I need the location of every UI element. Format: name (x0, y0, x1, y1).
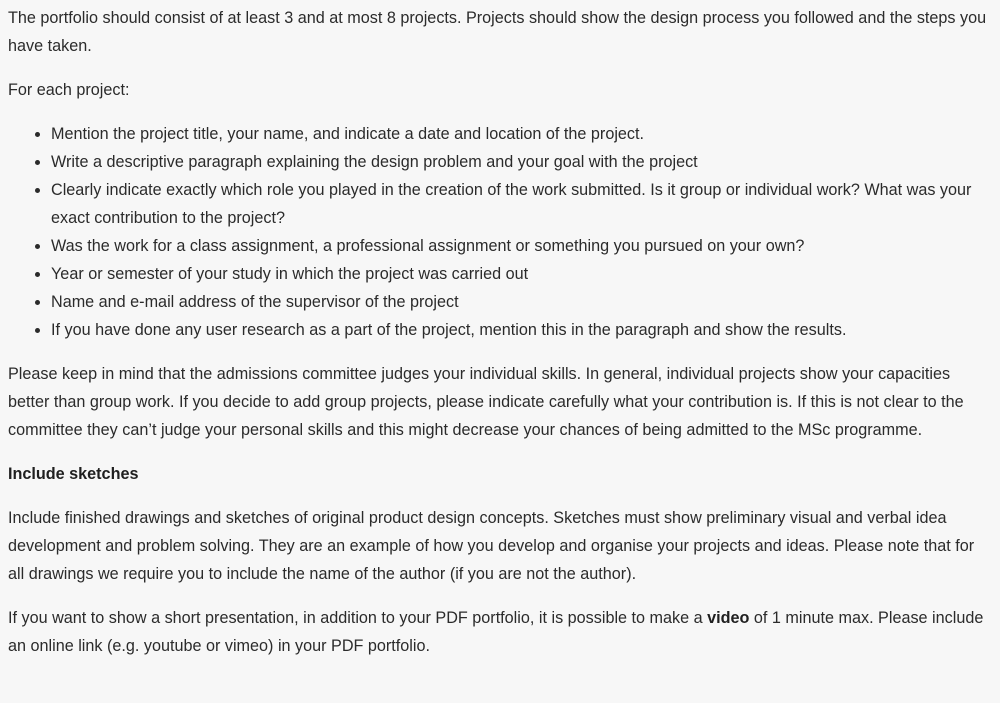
admissions-note-paragraph: Please keep in mind that the admissions committee judges your individual skills. In general, individual projects show your capacities better than group work. If you decide to add group projects, please indicate carefully what your contribution is. If this is not clear to the committee they can’t judge your personal skills and this might decrease your chances of being admitted to the MSc programme. (8, 365, 964, 439)
video-paragraph (8, 604, 990, 660)
for-each-project-label: For each project: (8, 81, 130, 99)
list-item: • Clearly indicate exactly which role you played in the creation of the work submitted. Is it group or individual work? What was your exact contribution to the project? (51, 176, 990, 232)
list-item: • Write a descriptive paragraph explaining the design problem and your goal with the project (51, 148, 990, 176)
sketches-paragraph: Include finished drawings and sketches of original product design concepts. Sketches must show preliminary visual and verbal idea development and problem solving. They are an example of how you develop and organise your projects and ideas. Please note that for all drawings we require you to include the name of the author (if you are not the author). (8, 509, 975, 583)
list-item: • Mention the project title, your name, and indicate a date and location of the project. (51, 120, 990, 148)
sketches-heading: Include sketches (8, 465, 139, 483)
intro-paragraph: The portfolio should consist of at least 3 and at most 8 projects. Projects should show the design process you followed and the steps you have taken. (8, 9, 987, 55)
video-keyword: video (707, 609, 750, 627)
list-item: • Name and e-mail address of the supervisor of the project (51, 288, 990, 316)
list-item: • Was the work for a class assignment, a professional assignment or something you pursued on your own? (51, 232, 990, 260)
video-text-before: If you want to show a short presentation, in addition to your PDF portfolio, it is possible to make a (8, 609, 708, 627)
project-requirements-list (8, 120, 990, 344)
list-item: • Year or semester of your study in which the project was carried out (51, 260, 990, 288)
list-item: • If you have done any user research as a part of the project, mention this in the paragraph and show the results. (51, 316, 990, 344)
video-text-after: of 1 minute max. Please include an online link (e.g. youtube or vimeo) in your PDF portfolio. (8, 609, 984, 655)
